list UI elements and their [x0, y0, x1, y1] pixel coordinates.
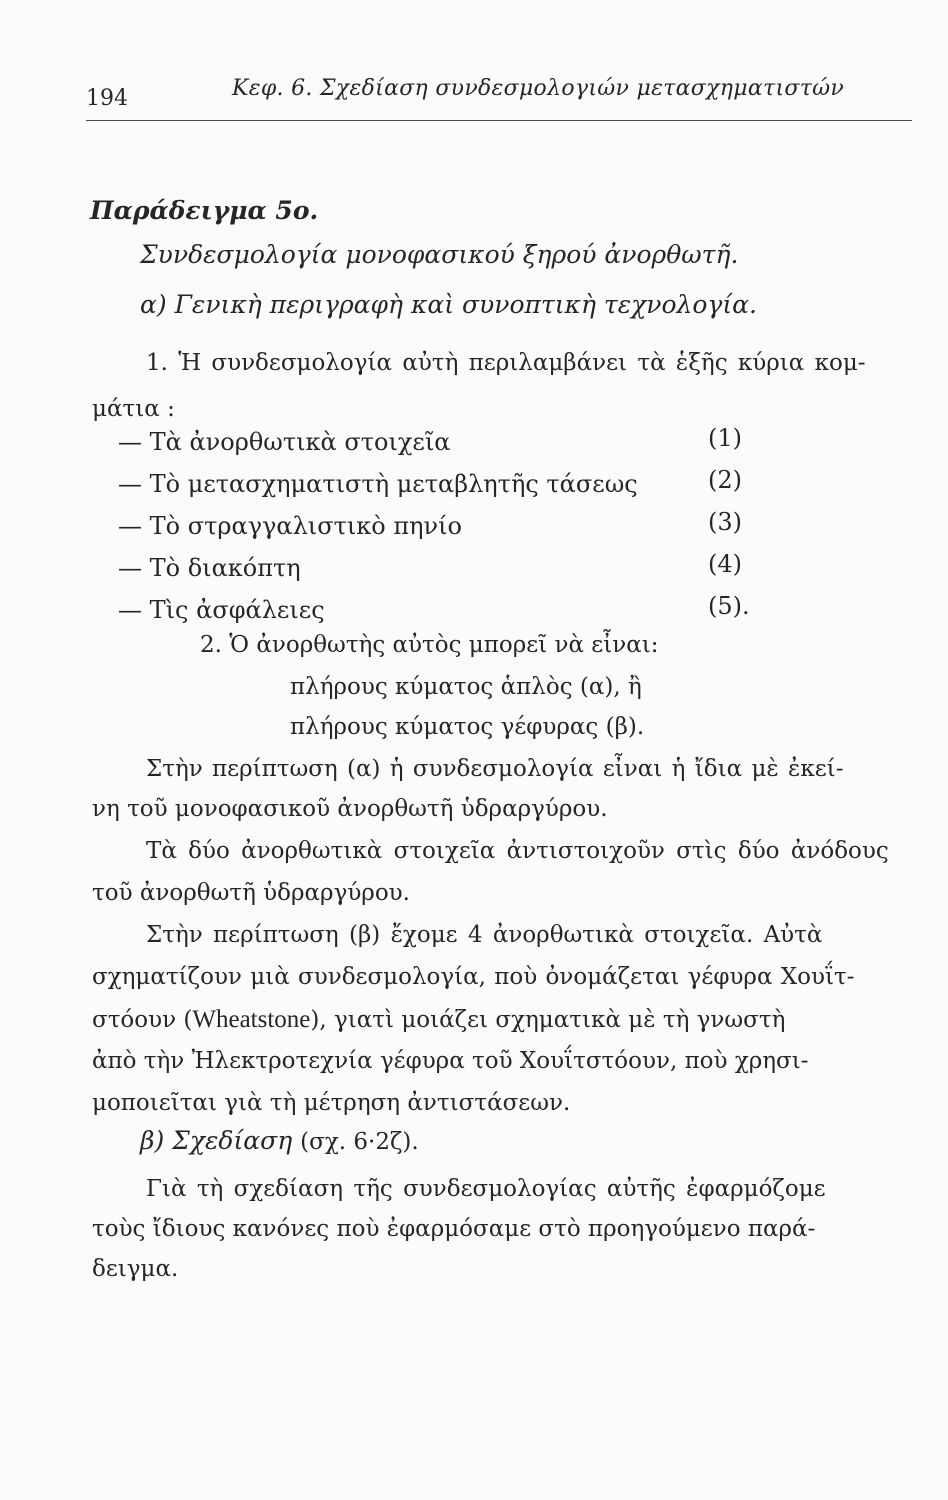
list-item-number: (3) — [708, 508, 742, 536]
list-item-text: — Τὸ διακόπτη — [118, 554, 301, 582]
running-title: Κεφ. 6. Σχεδίαση συνδεσμολογιών μετασχηματιστών — [232, 76, 845, 101]
list-item-text: — Τὰ ἀνορθωτικὰ στοιχεῖα — [118, 428, 451, 456]
section-b-heading — [140, 1126, 419, 1155]
list-item-number: (1) — [708, 424, 742, 452]
paragraph-5-line-3-start: στόουν ( — [92, 1007, 193, 1033]
paragraph-5-line-5: μοποιεῖται γιὰ τὴ μέτρηση ἀντιστάσεων. — [92, 1090, 571, 1116]
paragraph-5-line-3 — [92, 1006, 785, 1034]
paragraph-4-line-1: Τὰ δύο ἀνορθωτικὰ στοιχεῖα ἀντιστοιχοῦν στὶς δύο ἀνόδους — [146, 838, 889, 864]
header-rule — [86, 120, 912, 121]
section-b-figure-ref: (σχ. 6·2ζ). — [300, 1129, 419, 1155]
paragraph-2-line-3: πλήρους κύματος γέφυρας (β). — [290, 714, 645, 740]
section-b-paragraph-line-2: τοὺς ἴδιους κανόνες ποὺ ἐφαρμόσαμε στὸ προηγούμενο παρά- — [92, 1216, 816, 1242]
paragraph-5-line-1: Στὴν περίπτωση (β) ἔχομε 4 ἀνορθωτικὰ στοιχεῖα. Αὐτὰ — [146, 922, 823, 948]
paragraph-3-line-1: Στὴν περίπτωση (α) ἡ συνδεσμολογία εἶναι ἡ ἴδια μὲ ἐκεί- — [146, 756, 844, 782]
paragraph-2-line-2: πλήρους κύματος ἁπλὸς (α), ἢ — [290, 674, 642, 700]
list-item-text: — Τὸ μετασχηματιστὴ μεταβλητῆς τάσεως — [118, 470, 638, 498]
paragraph-4-line-2: τοῦ ἀνορθωτῆ ὑδραργύρου. — [92, 880, 410, 906]
section-b-paragraph-line-1: Γιὰ τὴ σχεδίαση τῆς συνδεσμολογίας αὐτῆς ἐφαρμόζομε — [146, 1176, 826, 1202]
list-item-number: (2) — [708, 466, 742, 494]
paragraph-3-line-2: νη τοῦ μονοφασικοῦ ἀνορθωτῆ ὑδραργύρου. — [92, 796, 608, 822]
page-number: 194 — [86, 86, 128, 111]
paragraph-1-line-2: μάτια : — [92, 396, 175, 422]
wheatstone-term: Wheatstone — [192, 1006, 311, 1033]
paragraph-2-line-1: 2. Ὁ ἀνορθωτὴς αὐτὸς μπορεῖ νὰ εἶναι: — [200, 632, 659, 658]
section-b-heading-text: β) Σχεδίαση — [140, 1126, 293, 1155]
paragraph-5-line-2: σχηματίζουν μιὰ συνδεσμολογία, ποὺ ὀνομάζεται γέφυρα Χουΐτ- — [92, 964, 855, 990]
example-subtitle: Συνδεσμολογία μονοφασικού ξηρού ἀνορθωτῆ. — [140, 240, 739, 269]
list-item-number: (4) — [708, 550, 742, 578]
list-item-text: — Τὶς ἀσφάλειες — [118, 596, 325, 624]
section-b-paragraph-line-3: δειγμα. — [92, 1256, 179, 1282]
paragraph-5-line-3-end: ), γιατὶ μοιάζει σχηματικὰ μὲ τὴ γνωστὴ — [310, 1007, 786, 1033]
list-item-text: — Τὸ στραγγαλιστικὸ πηνίο — [118, 512, 462, 540]
example-title: Παράδειγμα 5ο. — [90, 196, 319, 225]
section-a-heading: α) Γενικὴ περιγραφὴ καὶ συνοπτικὴ τεχνολογία. — [140, 290, 757, 319]
list-item-number: (5). — [708, 592, 750, 620]
paragraph-1-line-1: 1. Ἡ συνδεσμολογία αὐτὴ περιλαμβάνει τὰ ἑξῆς κύρια κομ- — [146, 350, 866, 376]
paragraph-5-line-4: ἀπὸ τὴν Ἠλεκτροτεχνία γέφυρα τοῦ Χουΐτστόουν, ποὺ χρησι- — [92, 1048, 809, 1074]
